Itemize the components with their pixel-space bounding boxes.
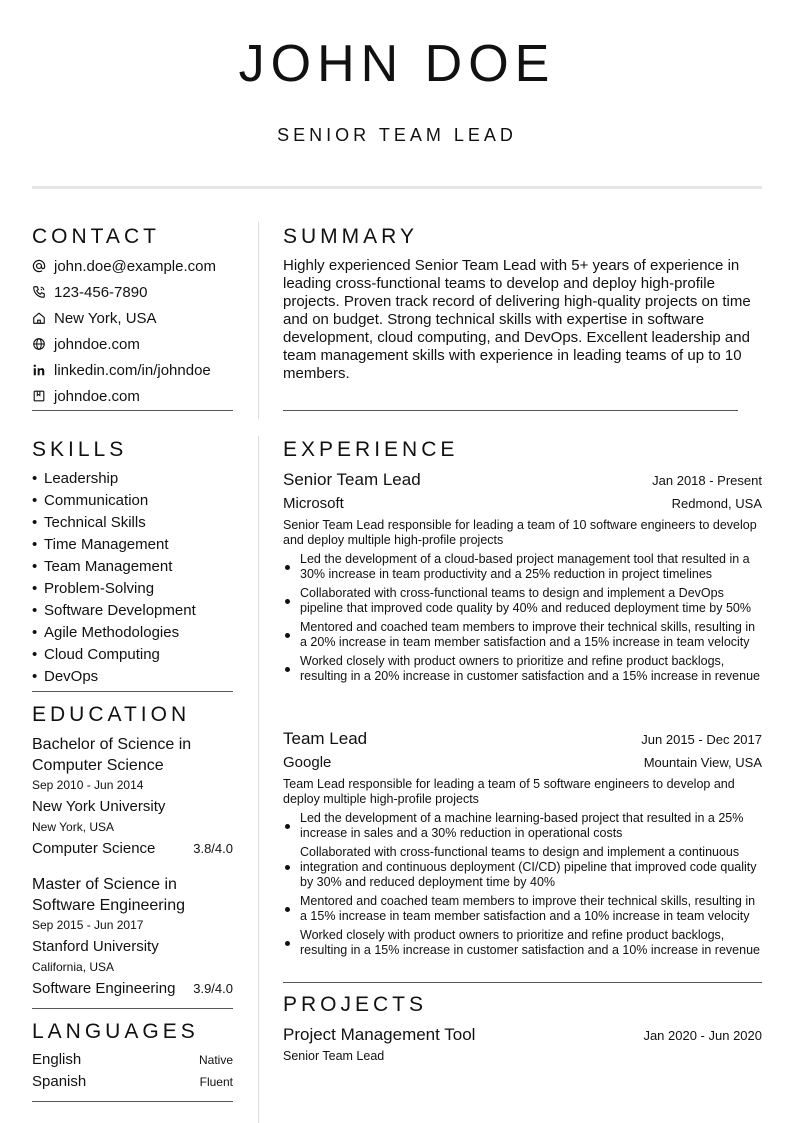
- phone-icon: [32, 285, 46, 299]
- skills-divider: [32, 691, 233, 692]
- home-icon: [32, 311, 46, 325]
- skill-item: [32, 534, 233, 556]
- column-divider-top: [258, 222, 259, 419]
- skill-label: Communication: [44, 492, 149, 509]
- skills-list: [32, 468, 233, 688]
- project-name: Project Management Tool: [283, 1025, 476, 1044]
- education-field: Software Engineering: [32, 980, 176, 997]
- contact-list: [32, 253, 233, 409]
- globe-icon: [32, 337, 46, 351]
- bullet-dot: [285, 824, 290, 829]
- job-role: Senior Team Lead: [283, 470, 421, 489]
- experience-divider: [283, 982, 762, 983]
- job-bullet-text: Collaborated with cross-functional teams to design and implement a continuous integration and continuous deployment (CI/CD) pipeline that improved code quality by 30% and reduced deployment time by 40%: [300, 845, 757, 889]
- contact-divider: [32, 410, 233, 411]
- job-header: [283, 728, 762, 751]
- education-gpa: 3.9/4.0: [193, 981, 233, 996]
- column-divider-bottom: [258, 436, 259, 1123]
- contact-phone[interactable]: [32, 279, 233, 305]
- education-school: New York University: [32, 798, 166, 815]
- skill-label: Problem-Solving: [44, 580, 155, 597]
- projects-heading: PROJECTS: [283, 993, 428, 1016]
- skill-bullet: •: [32, 668, 38, 685]
- skill-item: [32, 644, 233, 666]
- job-bullet: [283, 586, 762, 616]
- skill-bullet: •: [32, 470, 38, 487]
- experience-entry: [283, 469, 762, 688]
- job-header: [283, 469, 762, 492]
- job-bullet-text: Worked closely with product owners to prioritize and refine product backlogs, resulting in a 20% increase in customer satisfaction and a 15% increase in revenue: [300, 654, 760, 683]
- education-gpa: 3.8/4.0: [193, 841, 233, 856]
- skill-label: Agile Methodologies: [44, 624, 180, 641]
- job-bullet-text: Led the development of a machine learning-based project that resulted in a 25% increase in sales and a 30% reduction in operational costs: [300, 811, 744, 840]
- bullet-dot: [285, 667, 290, 672]
- summary-divider: [283, 410, 738, 411]
- job-bullet: [283, 654, 762, 684]
- education-location: California, USA: [32, 960, 115, 974]
- education-field-row: [32, 838, 233, 860]
- skills-heading: SKILLS: [32, 438, 128, 461]
- education-location: New York, USA: [32, 820, 115, 834]
- skill-bullet: •: [32, 624, 38, 641]
- language-item: [32, 1071, 233, 1093]
- job-bullet-text: Mentored and coached team members to improve their technical skills, resulting in a 20% increase in team member satisfaction and a 15% increase in team velocity: [300, 620, 756, 649]
- skill-item: [32, 578, 233, 600]
- skill-bullet: •: [32, 602, 38, 619]
- linkedin-icon: [32, 363, 46, 377]
- skill-label: Technical Skills: [44, 514, 146, 531]
- languages-heading: LANGUAGES: [32, 1020, 199, 1043]
- summary-heading: SUMMARY: [283, 225, 418, 248]
- skill-item: [32, 490, 233, 512]
- job-bullet-text: Worked closely with product owners to prioritize and refine product backlogs, resulting in a 15% increase in customer satisfaction and a 10% increase in revenue: [300, 928, 760, 957]
- project-entry: [283, 1024, 762, 1065]
- education-dates: Sep 2015 - Jun 2017: [32, 918, 144, 932]
- job-location: Mountain View, USA: [643, 755, 762, 770]
- project-header: [283, 1024, 762, 1047]
- education-degree: Master of Science in Software Engineering: [32, 876, 185, 914]
- job-role: Team Lead: [283, 729, 368, 748]
- job-description: Senior Team Lead responsible for leading a team of 10 software engineers to develop and deploy multiple high-profile projects: [283, 518, 757, 547]
- language-name: Spanish: [32, 1073, 87, 1090]
- skill-item: [32, 556, 233, 578]
- contact-portfolio[interactable]: [32, 383, 233, 409]
- job-bullet-text: Mentored and coached team members to improve their technical skills, resulting in a 15% increase in team member satisfaction and a 10% increase in team velocity: [300, 894, 756, 923]
- experience-heading: EXPERIENCE: [283, 438, 459, 461]
- summary-text: Highly experienced Senior Team Lead with 5+ years of experience in leading cross-functional teams to develop and deploy high-profile projects. Proven track record of delivering high-quality projects on time and on budget. Strong technical skills with expertise in software development, cloud computing, and DevOps. Excellent leadership and team management skills with experience in leading teams of up to 10 members.: [283, 257, 751, 382]
- bullet-dot: [285, 941, 290, 946]
- job-bullet: [283, 620, 762, 650]
- contact-email[interactable]: [32, 253, 233, 279]
- header-divider: [32, 186, 762, 189]
- education-school: Stanford University: [32, 938, 159, 955]
- job-bullets: [283, 811, 762, 958]
- education-field: Computer Science: [32, 840, 156, 857]
- project-role: Senior Team Lead: [283, 1049, 385, 1063]
- resume-name: JOHN DOE: [238, 35, 556, 93]
- language-item: [32, 1049, 233, 1071]
- contact-linkedin-text: linkedin.com/in/johndoe: [54, 361, 211, 379]
- skill-bullet: •: [32, 492, 38, 509]
- skill-label: DevOps: [44, 668, 99, 685]
- job-location: Redmond, USA: [671, 496, 762, 511]
- education-degree: Bachelor of Science in Computer Science: [32, 736, 192, 774]
- skill-item: [32, 600, 233, 622]
- contact-portfolio-text: johndoe.com: [54, 387, 140, 405]
- skill-label: Software Development: [44, 602, 196, 619]
- bullet-dot: [285, 599, 290, 604]
- portfolio-icon: [32, 389, 46, 403]
- resume-title: SENIOR TEAM LEAD: [277, 125, 517, 145]
- skill-bullet: •: [32, 536, 38, 553]
- job-dates: Jun 2015 - Dec 2017: [641, 732, 762, 747]
- bullet-dot: [285, 865, 290, 870]
- education-divider: [32, 1008, 233, 1009]
- project-dates: Jan 2020 - Jun 2020: [643, 1028, 762, 1043]
- education-heading: EDUCATION: [32, 703, 191, 726]
- languages-divider: [32, 1101, 233, 1102]
- contact-location: [32, 305, 233, 331]
- skill-bullet: •: [32, 558, 38, 575]
- education-dates: Sep 2010 - Jun 2014: [32, 778, 144, 792]
- job-bullets: [283, 552, 762, 684]
- skill-bullet: •: [32, 646, 38, 663]
- skill-label: Time Management: [44, 536, 169, 553]
- skill-item: [32, 666, 233, 688]
- language-name: English: [32, 1051, 82, 1068]
- job-bullet: [283, 811, 762, 841]
- job-dates: Jan 2018 - Present: [652, 473, 762, 488]
- contact-phone-text: 123-456-7890: [54, 283, 148, 301]
- job-company: Google: [283, 754, 332, 771]
- language-level: Native: [198, 1053, 233, 1067]
- job-subheader: [283, 492, 762, 516]
- job-bullet: [283, 928, 762, 958]
- contact-linkedin[interactable]: [32, 357, 233, 383]
- contact-heading: CONTACT: [32, 225, 160, 248]
- skill-item: [32, 468, 233, 490]
- bullet-dot: [285, 633, 290, 638]
- education-entry: [32, 874, 233, 1000]
- job-bullet-text: Collaborated with cross-functional teams to design and implement a DevOps pipeline that improved code quality by 40% and reduced deployment time by 50%: [300, 586, 751, 615]
- skill-item: [32, 512, 233, 534]
- job-description: Team Lead responsible for leading a team of 5 software engineers to develop and deploy multiple high-profile projects: [283, 777, 735, 806]
- job-bullet: [283, 552, 762, 582]
- bullet-dot: [285, 565, 290, 570]
- skill-label: Team Management: [44, 558, 173, 575]
- skill-bullet: •: [32, 580, 38, 597]
- job-bullet: [283, 894, 762, 924]
- contact-website-text: johndoe.com: [54, 335, 140, 353]
- at-icon: [32, 259, 46, 273]
- contact-location-text: New York, USA: [54, 309, 157, 327]
- bullet-dot: [285, 907, 290, 912]
- skill-item: [32, 622, 233, 644]
- contact-email-text: john.doe@example.com: [54, 257, 216, 275]
- job-bullet: [283, 845, 762, 890]
- job-bullet-text: Led the development of a cloud-based project management tool that resulted in a 30% increase in team productivity and a 25% reduction in project timelines: [300, 552, 750, 581]
- skill-bullet: •: [32, 514, 38, 531]
- job-subheader: [283, 751, 762, 775]
- contact-website[interactable]: [32, 331, 233, 357]
- skill-label: Cloud Computing: [44, 646, 160, 663]
- job-company: Microsoft: [283, 495, 344, 512]
- language-level: Fluent: [199, 1075, 233, 1089]
- experience-entry: [283, 728, 762, 962]
- education-field-row: [32, 978, 233, 1000]
- languages-list: [32, 1049, 233, 1093]
- skill-label: Leadership: [44, 470, 119, 487]
- education-entry: [32, 734, 233, 860]
